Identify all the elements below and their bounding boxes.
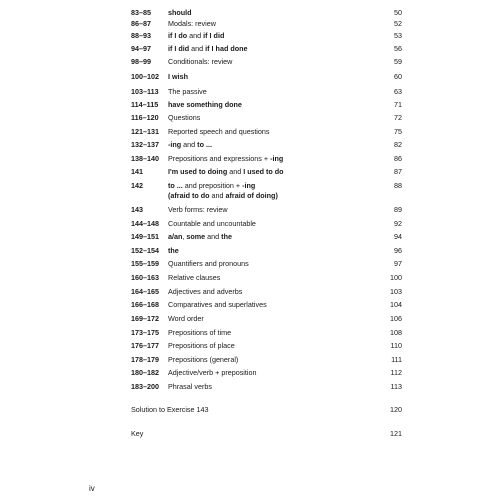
title-text: Prepositions (general)	[168, 355, 239, 364]
title-emphasis: if I do	[168, 31, 188, 40]
page-number: 60	[394, 72, 402, 81]
entry-title	[168, 140, 212, 149]
unit-range: 98–99	[131, 57, 151, 66]
title-emphasis: -ing	[270, 154, 284, 163]
entry-title	[168, 31, 224, 40]
title-emphasis: -ing	[242, 181, 256, 190]
title-text: and	[205, 232, 222, 241]
toc-extra-entry	[0, 429, 500, 438]
entry-title	[168, 100, 242, 109]
entry-title	[168, 259, 249, 268]
toc-entry	[0, 246, 500, 255]
title-emphasis: -ing	[168, 140, 182, 149]
toc-entry	[0, 31, 500, 40]
toc-entry	[0, 273, 500, 282]
title-text: Adjective/verb + preposition	[168, 368, 257, 377]
unit-range: 94–97	[131, 44, 151, 53]
entry-title	[168, 368, 257, 377]
page-number: 52	[394, 19, 402, 28]
entry-title	[168, 19, 216, 28]
unit-range: 116–120	[131, 113, 159, 122]
entry-title	[168, 341, 235, 350]
title-text: and	[181, 140, 198, 149]
unit-range: 166–168	[131, 300, 159, 309]
page-number: 97	[394, 259, 402, 268]
entry-title	[168, 113, 200, 122]
unit-range: 176–177	[131, 341, 159, 350]
title-emphasis: afraid of doing)	[225, 191, 278, 200]
toc-entry	[0, 167, 500, 176]
title-emphasis: if I did	[168, 44, 190, 53]
toc-entry	[0, 100, 500, 109]
title-text: Adjectives and adverbs	[168, 287, 243, 296]
title-text: and	[189, 44, 206, 53]
page-number: 106	[390, 314, 402, 323]
toc-entry	[0, 232, 500, 241]
page-number: 86	[394, 154, 402, 163]
page-number: 110	[390, 341, 402, 350]
entry-title	[168, 167, 284, 176]
toc-entry	[0, 219, 500, 228]
unit-range: 86–87	[131, 19, 151, 28]
title-text: Modals: review	[168, 19, 216, 28]
entry-title	[168, 246, 179, 255]
toc-entry	[0, 181, 500, 201]
page-number: 112	[390, 368, 402, 377]
title-emphasis: if I had done	[205, 44, 248, 53]
entry-title	[168, 72, 188, 81]
page-number: 87	[394, 167, 402, 176]
toc-entry	[0, 57, 500, 66]
page-number: 104	[390, 300, 402, 309]
title-text: Phrasal verbs	[168, 382, 212, 391]
page-number: 63	[394, 87, 402, 96]
toc-entry	[0, 87, 500, 96]
unit-range: 121–131	[131, 127, 159, 136]
title-text: Prepositions of time	[168, 328, 232, 337]
title-text: Prepositions and expressions +	[168, 154, 271, 163]
unit-range: 143	[131, 205, 143, 214]
toc-entry	[0, 140, 500, 149]
page-number: 88	[394, 181, 402, 190]
unit-range: 100–102	[131, 72, 159, 81]
entry-title	[168, 300, 267, 309]
toc-entry	[0, 72, 500, 81]
entry-title	[168, 219, 256, 228]
entry-title: Key	[131, 429, 144, 438]
page-number: 96	[394, 246, 402, 255]
entry-title	[168, 314, 204, 323]
page-number: 82	[394, 140, 402, 149]
unit-range: 155–159	[131, 259, 159, 268]
page-number: 59	[394, 57, 402, 66]
unit-range: 160–163	[131, 273, 159, 282]
toc-entry	[0, 300, 500, 309]
title-text: and	[187, 31, 204, 40]
toc-entry	[0, 341, 500, 350]
entry-title	[168, 181, 278, 201]
unit-range: 103–113	[131, 87, 159, 96]
unit-range: 173–175	[131, 328, 159, 337]
toc-extra-entry	[0, 405, 500, 414]
toc-entry	[0, 355, 500, 364]
unit-range: 132–137	[131, 140, 159, 149]
title-text: and	[209, 191, 226, 200]
title-emphasis: some	[186, 232, 206, 241]
title-text: Questions	[168, 113, 201, 122]
toc-entry	[0, 44, 500, 53]
title-emphasis: have something done	[168, 100, 242, 109]
page-number: 94	[394, 232, 402, 241]
title-text: and	[227, 167, 244, 176]
page-number: 111	[391, 355, 402, 364]
entry-title	[168, 154, 283, 163]
page-number: 71	[394, 100, 402, 109]
title-text: and preposition +	[182, 181, 243, 190]
title-emphasis: I'm used to doing	[168, 167, 228, 176]
unit-range: 114–115	[131, 100, 159, 109]
title-text: Prepositions of place	[168, 341, 235, 350]
page-number: 120	[390, 405, 402, 414]
unit-range: 88–93	[131, 31, 151, 40]
entry-title	[168, 382, 212, 391]
page-number: 89	[394, 205, 402, 214]
entry-title	[168, 57, 232, 66]
title-text: The passive	[168, 87, 207, 96]
entry-title: Solution to Exercise 143	[131, 405, 209, 414]
toc-entry	[0, 368, 500, 377]
unit-range: 142	[131, 181, 143, 190]
toc-entry	[0, 113, 500, 122]
page-number: 100	[390, 273, 402, 282]
title-text: Countable and uncountable	[168, 219, 256, 228]
entry-title	[168, 87, 207, 96]
entry-title	[168, 8, 192, 17]
title-text: Conditionals: review	[168, 57, 233, 66]
toc-entry	[0, 127, 500, 136]
toc-entry	[0, 328, 500, 337]
unit-range: 83–85	[131, 8, 151, 17]
toc-entry	[0, 382, 500, 391]
title-emphasis: to ...	[197, 140, 212, 149]
unit-range: 178–179	[131, 355, 159, 364]
page-folio: iv	[89, 484, 95, 493]
page-number: 92	[394, 219, 402, 228]
entry-title-line-2	[168, 191, 278, 201]
title-text: Relative clauses	[168, 273, 221, 282]
toc-entry	[0, 287, 500, 296]
toc-entry	[0, 8, 500, 17]
page-number: 75	[394, 127, 402, 136]
title-emphasis: I used to do	[243, 167, 284, 176]
title-emphasis: to ...	[168, 181, 183, 190]
entry-title	[168, 127, 270, 136]
toc-entry	[0, 154, 500, 163]
unit-range: 169–172	[131, 314, 159, 323]
entry-title	[168, 232, 232, 241]
page-number: 121	[390, 429, 402, 438]
unit-range: 180–182	[131, 368, 159, 377]
title-text: Comparatives and superlatives	[168, 300, 267, 309]
title-emphasis: I wish	[168, 72, 188, 81]
title-text: Word order	[168, 314, 204, 323]
title-text: Reported speech and questions	[168, 127, 270, 136]
page-number: 50	[394, 8, 402, 17]
toc-entry	[0, 314, 500, 323]
page-number: 108	[390, 328, 402, 337]
page-number: 113	[390, 382, 402, 391]
unit-range: 138–140	[131, 154, 159, 163]
entry-title	[168, 287, 242, 296]
entry-title	[168, 273, 220, 282]
page-number: 72	[394, 113, 402, 122]
unit-range: 141	[131, 167, 143, 176]
title-emphasis: the	[168, 246, 179, 255]
entry-title	[168, 205, 228, 214]
title-emphasis: (afraid to do	[168, 191, 210, 200]
page-number: 103	[390, 287, 402, 296]
title-emphasis: if I did	[203, 31, 225, 40]
unit-range: 149–151	[131, 232, 159, 241]
unit-range: 164–165	[131, 287, 159, 296]
page-number: 53	[394, 31, 402, 40]
unit-range: 152–154	[131, 246, 159, 255]
unit-range: 144–148	[131, 219, 159, 228]
title-emphasis: a/an	[168, 232, 183, 241]
entry-title	[168, 328, 231, 337]
title-emphasis: should	[168, 8, 192, 17]
title-text: Quantifiers and pronouns	[168, 259, 249, 268]
entry-title-line-1	[168, 181, 278, 191]
title-text: Verb forms: review	[168, 205, 228, 214]
unit-range: 183–200	[131, 382, 159, 391]
toc-entry	[0, 259, 500, 268]
entry-title	[168, 355, 238, 364]
title-emphasis: the	[221, 232, 232, 241]
entry-title	[168, 44, 248, 53]
toc-entry	[0, 19, 500, 28]
title-text: ,	[182, 232, 187, 241]
toc-entry	[0, 205, 500, 214]
page-number: 56	[394, 44, 402, 53]
